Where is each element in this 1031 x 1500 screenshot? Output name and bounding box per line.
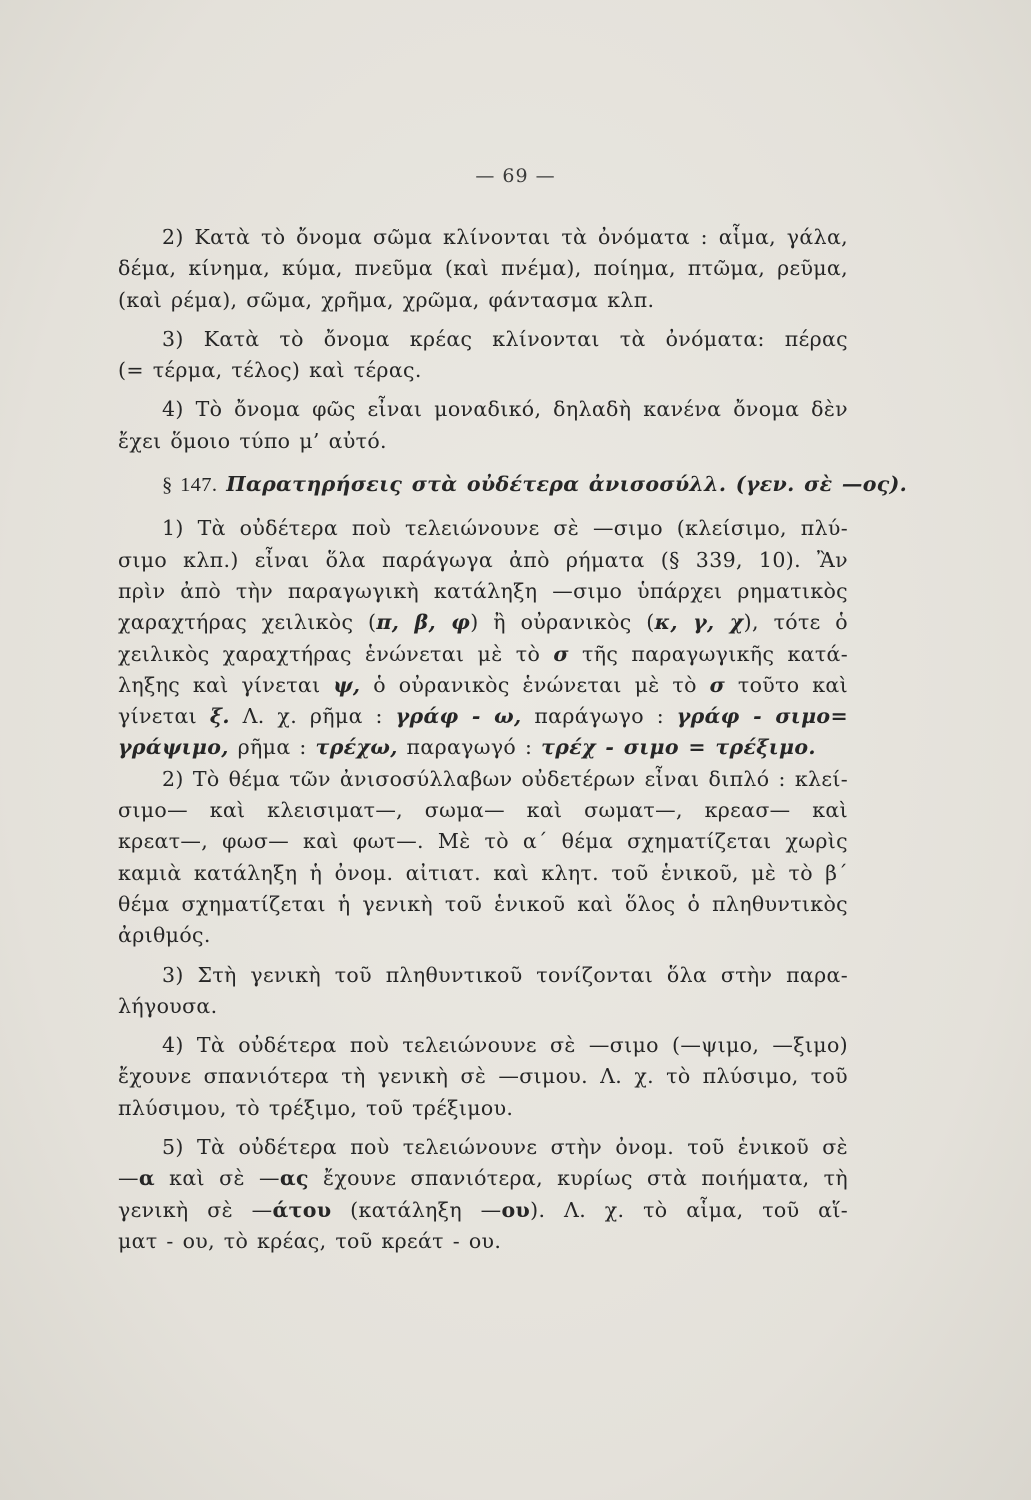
- text-line: πρὶν ἀπὸ τὴν παραγωγικὴ κατάληξη —σιμο ὑπάρχει ρηματικὸς: [118, 578, 848, 603]
- text-run: παράγωγο :: [521, 704, 677, 729]
- psi-letter: ψ,: [333, 672, 361, 697]
- text-line: δέμα, κίνημα, κύμα, πνεῦμα (καὶ πνέμα), ποίημα, πτῶμα, ρεῦμα,: [118, 256, 848, 281]
- text-line: 4) Τὸ ὄνομα φῶς εἶναι μοναδικό, δηλαδὴ κανένα ὄνομα δὲν: [162, 397, 848, 422]
- text-line: κρεατ—, φωσ— καὶ φωτ—. Μὲ τὸ α΄ θέμα σχηματίζεται χωρὶς: [118, 829, 848, 854]
- text-line: 2) Τὸ θέμα τῶν ἀνισοσύλλαβων οὐδετέρων εἶναι διπλό : κλεί-: [162, 766, 848, 791]
- example-result: γράψιμο,: [118, 735, 229, 760]
- ending-ou: ου: [501, 1197, 531, 1222]
- text-line: (καὶ ρέμα), σῶμα, χρῆμα, χρῶμα, φάντασμα κλπ.: [118, 287, 655, 312]
- text-run: ), τότε ὁ: [743, 610, 848, 635]
- text-line: 2) Κατὰ τὸ ὄνομα σῶμα κλίνονται τὰ ὀνόματα : αἷμα, γάλα,: [162, 225, 848, 249]
- text-line: καμιὰ κατάληξη ἡ ὀνομ. αἰτιατ. καὶ κλητ. τοῦ ἑνικοῦ, μὲ τὸ β΄: [118, 860, 848, 885]
- paragraph-4-fos: [118, 394, 848, 457]
- ending-as: ας: [279, 1166, 309, 1191]
- ending-a: α: [138, 1166, 155, 1191]
- text-run: ληξης καὶ γίνεται: [118, 672, 334, 697]
- example-verb: γράφ - ω,: [395, 704, 522, 729]
- text-run: καὶ σὲ —: [155, 1166, 280, 1191]
- text-run: γίνεται: [118, 704, 210, 729]
- text-run: χειλικὸς χαραχτήρας ἑνώνεται μὲ τὸ: [118, 641, 554, 666]
- text-run: (κατάληξη —: [331, 1197, 502, 1222]
- section-title: Παρατηρήσεις στὰ οὐδέτερα ἀνισοσύλλ. (γεν. σὲ —ος).: [226, 472, 908, 497]
- text-line: λήγουσα.: [118, 993, 218, 1018]
- text-run: γενικὴ σὲ —: [118, 1197, 273, 1222]
- text-line: [118, 732, 848, 763]
- text-line: 3) Κατὰ τὸ ὄνομα κρέας κλίνονται τὰ ὀνόματα: πέρας: [162, 326, 848, 351]
- velar-letters: κ, γ, χ: [654, 610, 744, 635]
- text-line: (= τέρμα, τέλος) καὶ τέρας.: [118, 358, 422, 383]
- text-run: ) ἢ οὐρανικὸς (: [470, 610, 655, 635]
- page-number: — 69 —: [475, 165, 556, 187]
- text-line: 1) Τὰ οὐδέτερα ποὺ τελειώνουνε σὲ —σιμο (κλείσιμο, πλύ-: [162, 516, 848, 541]
- text-line: 3) Στὴ γενικὴ τοῦ πληθυντικοῦ τονίζονται ὅλα στὴν παρα-: [162, 962, 848, 987]
- text-run: ). Λ. χ. τὸ αἷμα, τοῦ αἵ-: [530, 1197, 848, 1222]
- section-paragraph-2: [118, 764, 848, 952]
- text-line: [118, 639, 848, 670]
- text-line: [118, 701, 848, 732]
- paragraph-2-soma: [118, 222, 848, 316]
- ending-atou: άτου: [272, 1197, 332, 1222]
- text-line: πλύσιμου, τὸ τρέξιμο, τοῦ τρέξιμου.: [118, 1095, 514, 1120]
- section-paragraph-5: [118, 1132, 848, 1257]
- text-line: σιμο κλπ.) εἶναι ὅλα παράγωγα ἀπὸ ρήματα (§ 339, 10). Ἂν: [118, 547, 848, 572]
- text-line: σιμο— καὶ κλεισιματ—, σωμα— καὶ σωματ—, κρεασ— καὶ: [118, 798, 848, 823]
- text-line: [118, 670, 848, 701]
- section-paragraph-1: [118, 513, 848, 763]
- text-run: χαραχτήρας χειλικὸς (: [118, 610, 377, 635]
- example-derivative: γράφ - σιμο=: [676, 704, 848, 729]
- paragraph-3-kreas: [118, 324, 848, 387]
- text-run: ἔχουνε σπανιότερα, κυρίως στὰ ποιήματα, τὴ: [308, 1166, 848, 1191]
- text-line: [118, 1195, 848, 1226]
- text-line: ἀριθμός.: [118, 923, 211, 948]
- page-body: [118, 222, 908, 1257]
- text-run: ρῆμα :: [228, 735, 316, 760]
- text-line: [118, 1163, 848, 1194]
- sigma-letter: σ: [553, 641, 569, 666]
- labial-letters: π, β, φ: [376, 610, 471, 635]
- text-line: ματ - ου, τὸ κρέας, τοῦ κρεάτ - ου.: [118, 1228, 502, 1253]
- text-line: [118, 607, 848, 638]
- text-run: τοῦτο καὶ: [725, 672, 849, 697]
- text-line: ἔχει ὅμοιο τύπο μ’ αὐτό.: [118, 428, 387, 453]
- xi-letter: ξ.: [209, 704, 230, 729]
- text-run: παραγωγό :: [397, 735, 542, 760]
- text-line: θέμα σχηματίζεται ἡ γενικὴ τοῦ ἑνικοῦ καὶ ὅλος ὁ πληθυντικὸς: [118, 891, 848, 916]
- text-run: τῆς παραγωγικῆς κατά-: [568, 641, 848, 666]
- section-paragraph-4: [118, 1030, 848, 1124]
- text-run: Λ. χ. ρῆμα :: [229, 704, 396, 729]
- text-run: ὁ οὐρανικὸς ἑνώνεται μὲ τὸ: [360, 672, 710, 697]
- sigma-letter: σ: [709, 672, 726, 697]
- text-line: ἔχουνε σπανιότερα τὴ γενικὴ σὲ —σιμου. Λ. χ. τὸ πλύσιμο, τοῦ: [118, 1064, 848, 1089]
- section-heading: [118, 469, 908, 501]
- section-number: § 147.: [162, 474, 218, 497]
- text-line: 5) Τὰ οὐδέτερα ποὺ τελειώνουνε στὴν ὀνομ. τοῦ ἑνικοῦ σὲ: [162, 1135, 848, 1160]
- example-verb: τρέχω,: [315, 735, 398, 760]
- text-line: 4) Τὰ οὐδέτερα ποὺ τελειώνουνε σὲ —σιμο (—ψιμο, —ξιμο): [162, 1033, 848, 1058]
- example-derivative: τρέχ - σιμο = τρέξιμο.: [541, 735, 816, 760]
- text-run: —: [118, 1166, 139, 1191]
- section-paragraph-3: [118, 960, 848, 1023]
